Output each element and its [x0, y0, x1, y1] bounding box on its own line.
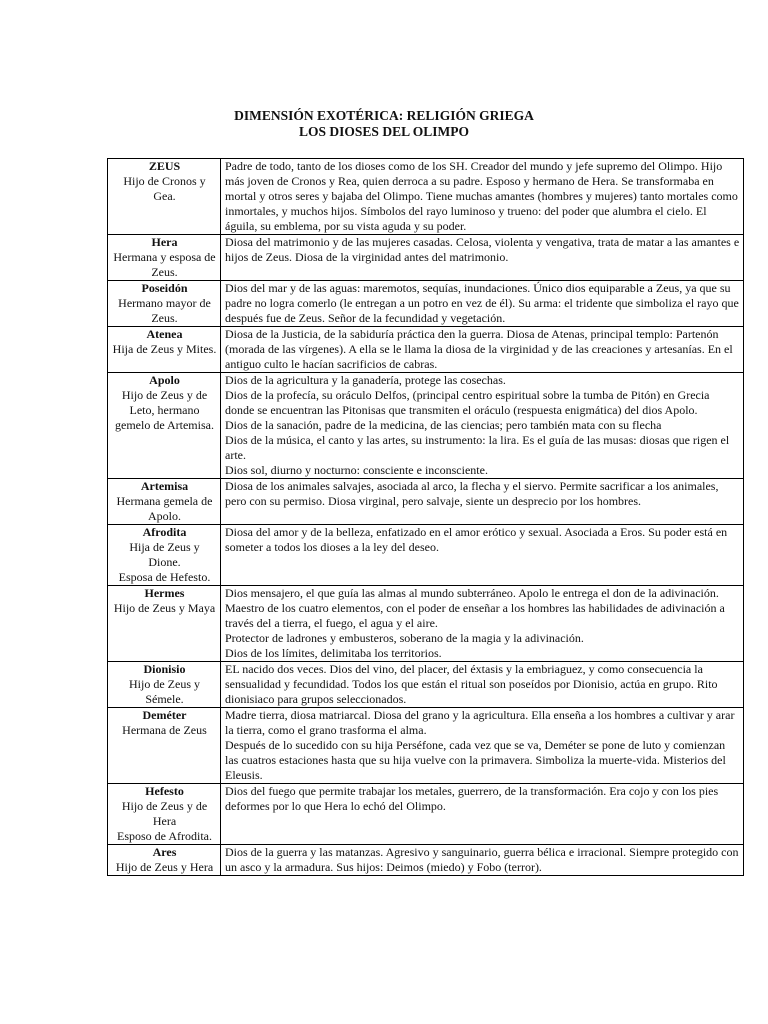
- description-paragraph: Diosa de la Justicia, de la sabiduría práctica den la guerra. Diosa de Atenas, principal templo: Partenón (morada de las vírgenes). A ella se le llama la diosa de la virginidad y de las creaciones y artesanías. En el antiguo culto le hacían sacrificios de cabras.: [225, 327, 733, 371]
- description-paragraph: Dios mensajero, el que guía las almas al mundo subterráneo. Apolo le entrega el don de la adivinación. Maestro de los cuatro elementos, con el poder de enseñar a los hombres las habilidades de adivinación a través del a tierra, el fuego, el agua y el aire.: [225, 586, 725, 630]
- god-relation: Hijo de Zeus y Maya: [113, 601, 216, 615]
- gods-table: [107, 158, 744, 876]
- description-paragraph: Padre de todo, tanto de los dioses como de los SH. Creador del mundo y jefe supremo del Olimpo. Hijo más joven de Cronos y Rea, quien derroca a su padre. Esposo y hermano de Hera. Se transformaba en mortal y otros seres y bajaba del Olimpo. Tiene muchas amantes (hombres y mujeres) tanto mortales como inmortales, y muchos hijos. Símbolos del rayo luminoso y trueno: del poder que alumbra el cielo. El águila, su emblema, por su vista aguda y su poder.: [225, 159, 738, 233]
- god-cell: [108, 373, 221, 479]
- god-name: Afrodita: [142, 525, 187, 539]
- description-paragraph: Dios de la música, el canto y las artes, su instrumento: la lira. Es el guía de las musas: diosas que rigen el arte.: [225, 433, 730, 462]
- god-relation: Hija de Zeus y Mites.: [112, 342, 217, 356]
- title-line-2: LOS DIOSES DEL OLIMPO: [299, 124, 469, 139]
- description-cell: [221, 281, 744, 327]
- description-paragraph: Dios de la profecía, su oráculo Delfos, (principal centro espiritual sobre la tumba de Pitón) en Grecia donde se encuentran las Pitonisas que transmiten el oráculo (respuesta enigmática) del dios Apolo.: [225, 388, 710, 417]
- god-relation: Hermana de Zeus: [122, 723, 207, 737]
- description-paragraph: Diosa del amor y de la belleza, enfatizado en el amor erótico y sexual. Asociada a Eros. Su poder está en someter a todos los dioses a la ley del deseo.: [225, 525, 728, 554]
- description-cell: [221, 373, 744, 479]
- god-name: ZEUS: [148, 159, 181, 173]
- description-paragraph: Diosa de los animales salvajes, asociada al arco, la flecha y el siervo. Permite sacrificar a los animales, pero con su permiso. Diosa virginal, pero salvaje, siente un desprecio por los hombres.: [225, 479, 719, 508]
- god-name: Hefesto: [145, 784, 184, 798]
- table-row: [108, 845, 744, 876]
- god-relation: Hijo de Cronos y Gea.: [123, 174, 206, 203]
- description-paragraph: Dios de los límites, delimitaba los territorios.: [225, 646, 442, 660]
- god-name: Dionisio: [143, 662, 186, 676]
- god-name: Artemisa: [140, 479, 189, 493]
- title-line-1: DIMENSIÓN EXOTÉRICA: RELIGIÓN GRIEGA: [234, 108, 534, 123]
- description-cell: [221, 586, 744, 662]
- description-paragraph: EL nacido dos veces. Dios del vino, del placer, del éxtasis y la embriaguez, y como consecuencia la sensualidad y fecundidad. Todos los que están el ritual son poseídos por Dionisio, actúa en grupo. Rito dionisiaco para grupos seleccionados.: [225, 662, 718, 706]
- god-cell: [108, 586, 221, 662]
- description-paragraph: Dios de la agricultura y la ganadería, protege las cosechas.: [225, 373, 506, 387]
- god-relation: Hermana gemela de Apolo.: [116, 494, 213, 523]
- table-row: [108, 784, 744, 845]
- god-cell: [108, 479, 221, 525]
- description-paragraph: Dios de la guerra y las matanzas. Agresivo y sanguinario, guerra bélica e irracional. Siempre protegido con un asco y la armadura. Sus hijos: Deimos (miedo) y Fobo (terror).: [225, 845, 739, 874]
- description-cell: [221, 235, 744, 281]
- god-cell: [108, 327, 221, 373]
- god-cell: [108, 784, 221, 845]
- description-cell: [221, 479, 744, 525]
- description-cell: [221, 708, 744, 784]
- description-paragraph: Protector de ladrones y embusteros, soberano de la magia y la adivinación.: [225, 631, 584, 645]
- description-cell: [221, 845, 744, 876]
- description-paragraph: Dios del mar y de las aguas: maremotos, sequías, inundaciones. Único dios equiparable a Zeus, ya que su padre no logra comerlo (le entregan a un potro en vez de él). Su arma: el tridente que simboliza el rayo que después fue de Zeus. Señor de la fecundidad y vegetación.: [225, 281, 739, 325]
- description-cell: [221, 525, 744, 586]
- table-row: [108, 479, 744, 525]
- table-row: [108, 525, 744, 586]
- god-name: Hera: [151, 235, 178, 249]
- description-cell: [221, 662, 744, 708]
- description-paragraph: Dios de la sanación, padre de la medicina, de las ciencias; pero también mata con su flecha: [225, 418, 662, 432]
- description-cell: [221, 784, 744, 845]
- table-row: [108, 235, 744, 281]
- god-relation: Hijo de Zeus y Sémele.: [129, 677, 200, 706]
- god-name: Apolo: [149, 373, 180, 387]
- table-row: [108, 373, 744, 479]
- god-name: Ares: [152, 845, 177, 859]
- god-cell: [108, 845, 221, 876]
- god-relation: Hijo de Zeus y Hera: [115, 860, 214, 874]
- description-paragraph: Después de lo sucedido con su hija Perséfone, cada vez que se va, Deméter se pone de luto y comienzan las cuatros estaciones hasta que su hija vuelve con la primavera. Simboliza la muerte-vida. Misterios del Eleusis.: [225, 738, 726, 782]
- description-paragraph: Madre tierra, diosa matriarcal. Diosa del grano y la agricultura. Ella enseña a los hombres a cultivar y arar la tierra, como el grano trasforma el alma.: [225, 708, 735, 737]
- god-name: Deméter: [142, 708, 187, 722]
- table-row: [108, 586, 744, 662]
- table-row: [108, 159, 744, 235]
- god-relation: Esposa de Hefesto.: [118, 570, 211, 584]
- table-row: [108, 708, 744, 784]
- god-cell: [108, 662, 221, 708]
- god-relation: Esposo de Afrodita.: [117, 829, 212, 843]
- gods-table-body: [108, 159, 744, 876]
- god-cell: [108, 159, 221, 235]
- god-relation: Hijo de Zeus y de Hera: [121, 799, 208, 828]
- god-cell: [108, 235, 221, 281]
- description-paragraph: Diosa del matrimonio y de las mujeres casadas. Celosa, violenta y vengativa, trata de matar a las amantes e hijos de Zeus. Diosa de la virginidad antes del matrimonio.: [225, 235, 740, 264]
- god-name: Poseidón: [141, 281, 188, 295]
- description-paragraph: Dios del fuego que permite trabajar los metales, guerrero, de la transformación. Era cojo y con los pies deformes por lo que Hera lo echó del Olimpo.: [225, 784, 719, 813]
- god-cell: [108, 708, 221, 784]
- god-cell: [108, 525, 221, 586]
- god-relation: Hijo de Zeus y de Leto, hermano gemelo de Artemisa.: [115, 388, 214, 432]
- description-cell: [221, 327, 744, 373]
- god-name: Atenea: [146, 327, 183, 341]
- god-name: Hermes: [144, 586, 185, 600]
- document-title: [0, 108, 768, 140]
- table-row: [108, 281, 744, 327]
- description-cell: [221, 159, 744, 235]
- god-relation: Hija de Zeus y Dione.: [129, 540, 200, 569]
- god-cell: [108, 281, 221, 327]
- table-row: [108, 327, 744, 373]
- description-paragraph: Dios sol, diurno y nocturno: consciente e inconsciente.: [225, 463, 488, 477]
- god-relation: Hermana y esposa de Zeus.: [113, 250, 216, 279]
- god-relation: Hermano mayor de Zeus.: [118, 296, 211, 325]
- table-row: [108, 662, 744, 708]
